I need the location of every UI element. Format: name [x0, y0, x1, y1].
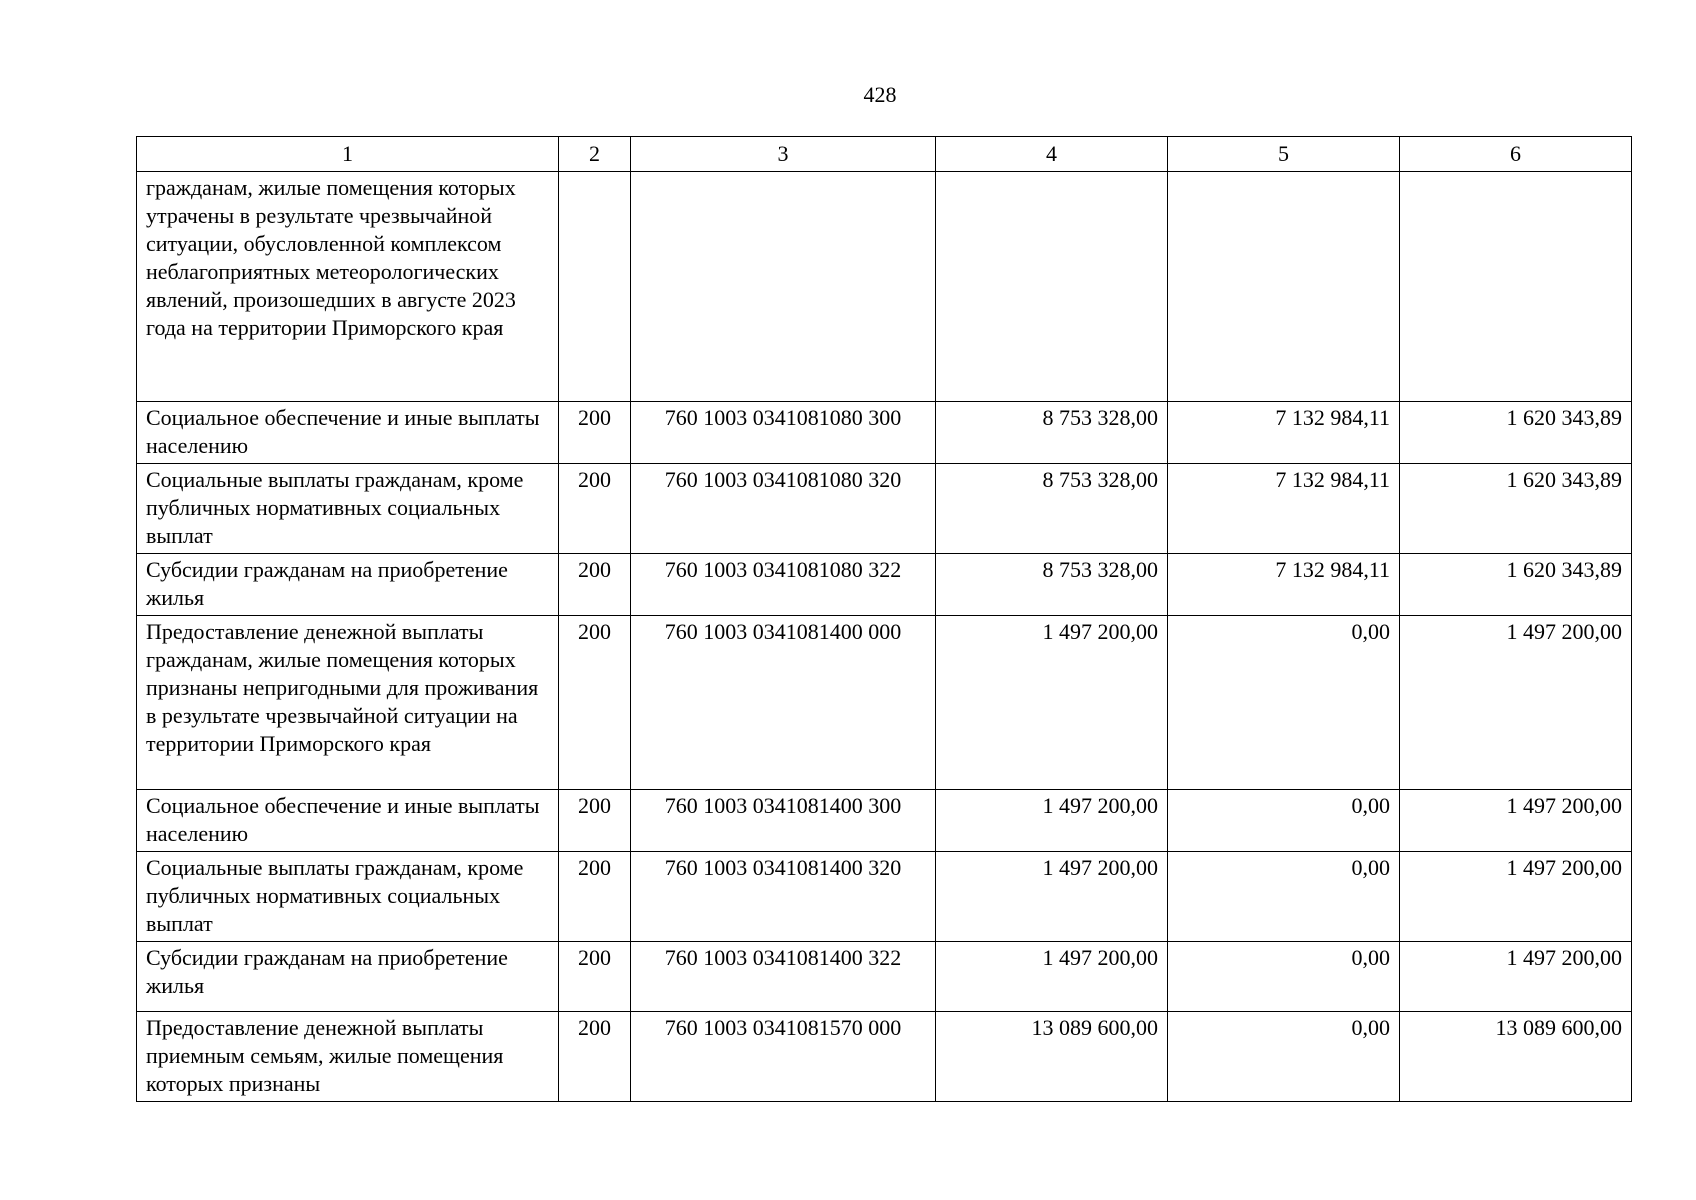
- table-row: [137, 942, 1632, 1012]
- row-remainder: 1 497 200,00: [1400, 942, 1632, 1012]
- table-row: [137, 790, 1632, 852]
- row-remainder: [1400, 172, 1632, 402]
- row-name: Субсидии гражданам на приобретение жилья: [137, 554, 559, 616]
- row-code: 760 1003 0341081400 000: [631, 616, 936, 790]
- row-plan: 8 753 328,00: [936, 554, 1168, 616]
- row-executed: 7 132 984,11: [1168, 402, 1400, 464]
- column-header-5: 5: [1168, 137, 1400, 172]
- row-name: Субсидии гражданам на приобретение жилья: [137, 942, 559, 1012]
- row-grbs: 200: [559, 852, 631, 942]
- row-name: Социальное обеспечение и иные выплаты населению: [137, 402, 559, 464]
- row-executed: 7 132 984,11: [1168, 464, 1400, 554]
- row-plan: 13 089 600,00: [936, 1012, 1168, 1102]
- row-name: Социальные выплаты гражданам, кроме публичных нормативных социальных выплат: [137, 464, 559, 554]
- row-remainder: 1 620 343,89: [1400, 554, 1632, 616]
- row-code: 760 1003 0341081570 000: [631, 1012, 936, 1102]
- row-name: Предоставление денежной выплаты гражданам, жилые помещения которых признаны непригодными для проживания в результате чрезвычайной ситуации на территории Приморского края: [137, 616, 559, 790]
- row-plan: 1 497 200,00: [936, 852, 1168, 942]
- row-code: 760 1003 0341081080 300: [631, 402, 936, 464]
- row-grbs: 200: [559, 554, 631, 616]
- row-plan: 8 753 328,00: [936, 464, 1168, 554]
- row-name: гражданам, жилые помещения которых утрачены в результате чрезвычайной ситуации, обусловленной комплексом неблагоприятных метеорологических явлений, произошедших в августе 2023 года на территории Приморского края: [137, 172, 559, 402]
- row-code: 760 1003 0341081400 320: [631, 852, 936, 942]
- row-grbs: [559, 172, 631, 402]
- row-name: Социальные выплаты гражданам, кроме публичных нормативных социальных выплат: [137, 852, 559, 942]
- row-code: 760 1003 0341081400 300: [631, 790, 936, 852]
- row-executed: 0,00: [1168, 1012, 1400, 1102]
- row-grbs: 200: [559, 790, 631, 852]
- row-grbs: 200: [559, 464, 631, 554]
- table-header-row: [137, 137, 1632, 172]
- row-executed: [1168, 172, 1400, 402]
- column-header-2: 2: [559, 137, 631, 172]
- row-grbs: 200: [559, 1012, 631, 1102]
- row-grbs: 200: [559, 402, 631, 464]
- row-plan: 1 497 200,00: [936, 790, 1168, 852]
- table-row: [137, 852, 1632, 942]
- row-plan: [936, 172, 1168, 402]
- row-executed: 0,00: [1168, 790, 1400, 852]
- row-executed: 7 132 984,11: [1168, 554, 1400, 616]
- row-remainder: 1 620 343,89: [1400, 402, 1632, 464]
- row-remainder: 1 497 200,00: [1400, 790, 1632, 852]
- row-grbs: 200: [559, 616, 631, 790]
- table-row: [137, 554, 1632, 616]
- row-executed: 0,00: [1168, 616, 1400, 790]
- row-remainder: 1 497 200,00: [1400, 852, 1632, 942]
- row-name: Предоставление денежной выплаты приемным семьям, жилые помещения которых признаны: [137, 1012, 559, 1102]
- table-row: [137, 616, 1632, 790]
- column-header-4: 4: [936, 137, 1168, 172]
- table-row: [137, 402, 1632, 464]
- row-code: 760 1003 0341081080 320: [631, 464, 936, 554]
- column-header-1: 1: [137, 137, 559, 172]
- page-number: 428: [863, 82, 897, 107]
- table-row: [137, 464, 1632, 554]
- row-code: 760 1003 0341081400 322: [631, 942, 936, 1012]
- row-plan: 1 497 200,00: [936, 942, 1168, 1012]
- row-grbs: 200: [559, 942, 631, 1012]
- row-plan: 1 497 200,00: [936, 616, 1168, 790]
- table-row: [137, 172, 1632, 402]
- row-name: Социальное обеспечение и иные выплаты населению: [137, 790, 559, 852]
- row-plan: 8 753 328,00: [936, 402, 1168, 464]
- column-header-6: 6: [1400, 137, 1632, 172]
- column-header-3: 3: [631, 137, 936, 172]
- row-executed: 0,00: [1168, 942, 1400, 1012]
- table-row: [137, 1012, 1632, 1102]
- budget-table: [136, 136, 1632, 1102]
- row-remainder: 1 497 200,00: [1400, 616, 1632, 790]
- row-code: 760 1003 0341081080 322: [631, 554, 936, 616]
- row-remainder: 13 089 600,00: [1400, 1012, 1632, 1102]
- row-executed: 0,00: [1168, 852, 1400, 942]
- row-code: [631, 172, 936, 402]
- row-remainder: 1 620 343,89: [1400, 464, 1632, 554]
